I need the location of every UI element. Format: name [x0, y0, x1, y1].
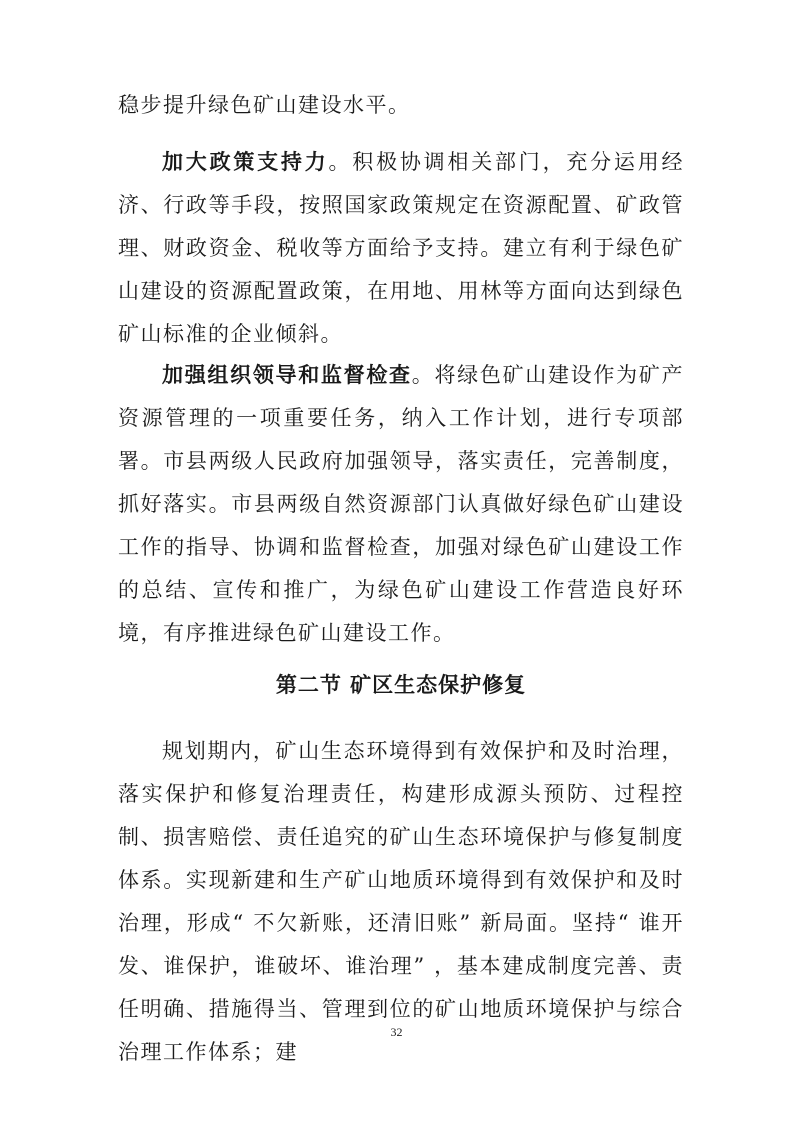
page-number: 32 — [390, 1025, 403, 1039]
paragraph-text: 规划期内，矿山生态环境得到有效保护和及时治理，落实保护和修复治理责任，构建形成源头预防、过程控制、损害赔偿、责任追究的矿山生态环境保护与修复制度体系。实现新建和生产矿山地质环境得到有效保护和及时治理，形成“ 不欠新账，还清旧账” 新局面。坚持“ 谁开发、谁保护，谁破坏、谁治理” ，基本建成制度完善、责任明确、措施得当、管理到位的矿山地质环境保护与综合治理工作体系；建 — [118, 739, 684, 1064]
paragraph-text: 。将绿色矿山建设作为矿产资源管理的一项重要任务，纳入工作计划，进行专项部署。市县两级人民政府加强领导，落实责任，完善制度，抓好落实。市县两级自然资源部门认真做好绿色矿山建设工作的指导、协调和监督检查，加强对绿色矿山建设工作的总结、宣传和推广，为绿色矿山建设工作营造良好环境，有序推进绿色矿山建设工作。 — [118, 363, 684, 645]
paragraph-continuation — [118, 84, 684, 127]
paragraph-policy-support — [118, 141, 684, 356]
section-heading: 第二节 矿区生态保护修复 — [275, 673, 527, 697]
paragraph-ecology-restoration — [118, 730, 684, 1074]
paragraph-text: 稳步提升绿色矿山建设水平。 — [118, 93, 411, 117]
paragraph-lead-heading: 加大政策支持力 — [162, 150, 329, 174]
paragraph-supervision — [118, 354, 684, 655]
paragraph-text: 。积极协调相关部门，充分运用经济、行政等手段，按照国家政策规定在资源配置、矿政管理、财政资金、税收等方面给予支持。建立有利于绿色矿山建设的资源配置政策，在用地、用林等方面向达到绿色矿山标准的企业倾斜。 — [118, 150, 684, 346]
paragraph-lead-heading: 加强组织领导和监督检查 — [162, 363, 412, 387]
